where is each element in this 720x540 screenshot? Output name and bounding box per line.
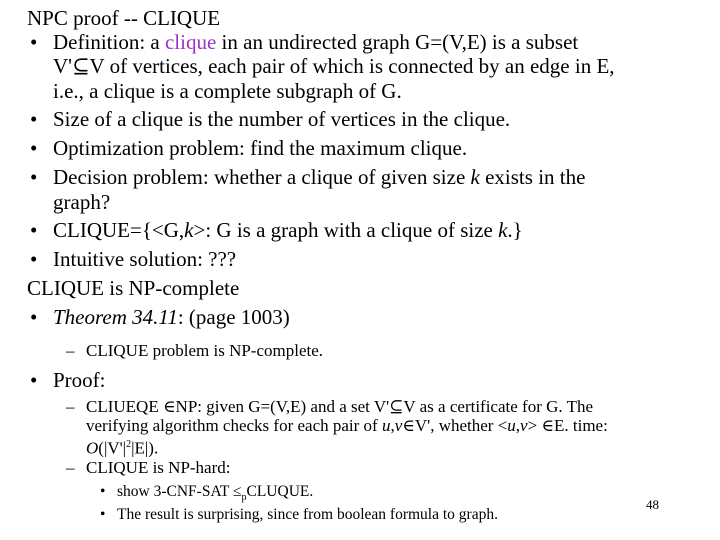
bullet-marker: • <box>30 218 38 242</box>
decision-text: exists in the <box>479 165 586 189</box>
language-text: .} <box>507 218 523 242</box>
definition-line-1 <box>53 30 578 54</box>
intuitive-bullet: Intuitive solution: ??? <box>53 247 237 271</box>
theorem-sub: CLIQUE problem is NP-complete. <box>86 341 324 360</box>
bullet-marker: • <box>100 483 106 500</box>
theorem-bullet <box>53 305 290 329</box>
big-o: O <box>86 438 99 458</box>
dash-marker: – <box>66 458 75 477</box>
bullet-marker: • <box>30 136 38 160</box>
dash-marker: – <box>66 397 75 416</box>
bullet-marker: • <box>100 506 106 523</box>
definition-line-3: i.e., a clique is a complete subgraph of G. <box>53 79 402 103</box>
np-text: > ∈E. time: <box>527 416 608 435</box>
bullet-marker: • <box>30 368 38 392</box>
np-line-2 <box>86 416 608 436</box>
language-text: CLIQUE={<G, <box>53 218 185 242</box>
decision-line-2: graph? <box>53 190 111 214</box>
size-bullet: Size of a clique is the number of vertices in the clique. <box>53 107 511 131</box>
np-text: , <box>390 416 395 435</box>
surprise-line: The result is surprising, since from boolean formula to graph. <box>117 506 498 523</box>
language-bullet <box>53 218 523 242</box>
exponent: 2 <box>126 439 132 450</box>
subscript: p <box>241 492 247 504</box>
subheading: CLIQUE is NP-complete <box>27 276 240 300</box>
bullet-marker: • <box>30 107 38 131</box>
definition-line-2: V'⊆V of vertices, each pair of which is connected by an edge in E, <box>53 54 615 78</box>
clique-term: clique <box>164 30 217 54</box>
var-u: u <box>507 416 516 435</box>
page-number: 48 <box>646 497 659 512</box>
definition-text: in an undirected graph G=(V,E) is a subset <box>216 30 579 54</box>
decision-line-1 <box>53 165 585 189</box>
language-text: >: G is a graph with a clique of size <box>193 218 499 242</box>
proof-label: Proof: <box>53 368 106 392</box>
var-u: u <box>381 416 391 435</box>
optimization-bullet: Optimization problem: find the maximum clique. <box>53 136 468 160</box>
decision-text: Decision problem: whether a clique of given size <box>53 165 471 189</box>
var-k: k <box>470 165 480 189</box>
np-text: , <box>515 416 521 435</box>
reduction-text: show 3-CNF-SAT ≤ <box>117 483 242 500</box>
bullet-marker: • <box>30 30 38 54</box>
np-text: |E|). <box>131 438 159 458</box>
np-text: ∈V', whether < <box>402 416 508 435</box>
np-line-1: CLIUEQE ∈NP: given G=(V,E) and a set V'⊆V as a certificate for G. The <box>86 397 594 416</box>
bullet-marker: • <box>30 305 38 329</box>
theorem-name: Theorem 34.11 <box>53 305 178 329</box>
reduction-line <box>117 482 313 507</box>
slide-heading: NPC proof -- CLIQUE <box>27 6 221 30</box>
var-k: k <box>498 218 508 242</box>
theorem-text: : (page 1003) <box>177 305 290 329</box>
var-v: v <box>394 416 403 435</box>
np-text: verifying algorithm checks for each pair of <box>86 416 382 435</box>
np-text: (|V'| <box>98 438 127 458</box>
var-v: v <box>520 416 528 435</box>
np-hard-line: CLIQUE is NP-hard: <box>86 458 231 477</box>
dash-marker: – <box>66 341 75 360</box>
np-line-3 <box>86 435 158 459</box>
bullet-marker: • <box>30 165 38 189</box>
definition-text: Definition: a <box>53 30 165 54</box>
var-k: k <box>184 218 194 242</box>
bullet-marker: • <box>30 247 38 271</box>
reduction-text: CLUQUE. <box>246 483 314 500</box>
